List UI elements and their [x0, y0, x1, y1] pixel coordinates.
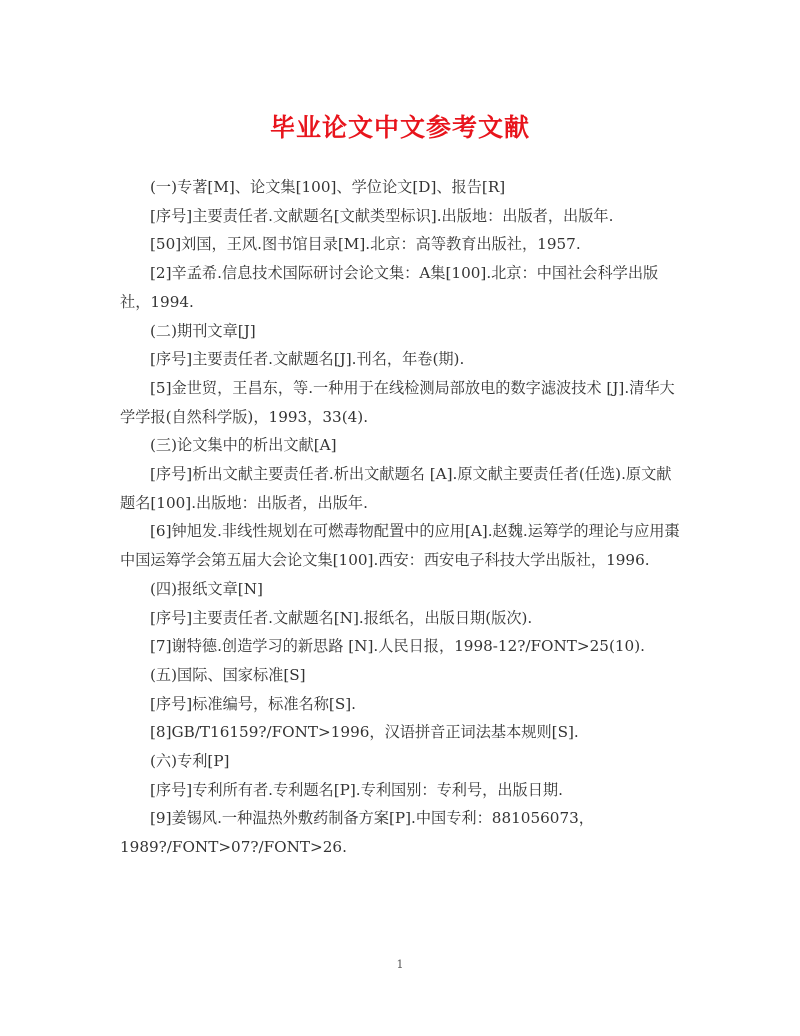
page-number: 1	[396, 958, 404, 971]
section-heading-journal: (二)期刊文章[J]	[150, 321, 256, 340]
format-template: [序号]主要责任者.文献题名[J].刊名，年卷(期).	[150, 350, 465, 369]
reference-entry: [50]刘国，王风.图书馆目录[M].北京：高等教育出版社，1957.	[150, 235, 581, 254]
format-template: [序号]标准编号，标准名称[S].	[150, 694, 356, 713]
reference-entry: [9]姜锡风.一种温热外敷药制备方案[P].中国专利：881056073，1989?/FONT>07?/FONT>26.	[120, 809, 594, 857]
section-heading-analytic: (三)论文集中的析出文献[A]	[150, 436, 337, 455]
reference-entry: [5]金世贸，王昌东，等.一种用于在线检测局部放电的数字滤波技术 [J].清华大学学报(自然科学版)，1993，33(4).	[120, 378, 675, 426]
section-heading-standard: (五)国际、国家标准[S]	[150, 665, 306, 684]
format-template: [序号]析出文献主要责任者.析出文献题名 [A].原文献主要责任者(任选).原文献题名[100].出版地：出版者，出版年.	[120, 465, 672, 512]
document-body	[120, 173, 680, 862]
format-template: [序号]主要责任者.文献题名[文献类型标识].出版地：出版者，出版年.	[150, 206, 614, 225]
section-heading-newspaper: (四)报纸文章[N]	[150, 579, 263, 598]
page-title: 毕业论文中文参考文献	[269, 113, 530, 142]
format-template: [序号]主要责任者.文献题名[N].报纸名，出版日期(版次).	[150, 608, 533, 627]
section-heading-monograph: (一)专著[M]、论文集[100]、学位论文[D]、报告[R]	[150, 178, 506, 196]
reference-entry: [2]辛孟希.信息技术国际研讨会论文集：A集[100].北京：中国社会科学出版社，1994.	[120, 264, 659, 311]
section-heading-patent: (六)专利[P]	[150, 752, 230, 771]
reference-entry: [6]钟旭发.非线性规划在可燃毒物配置中的应用[A].赵魏.运筹学的理论与应用棗中国运筹学会第五届大会论文集[100].西安：西安电子科技大学出版社，1996.	[120, 522, 680, 570]
reference-entry: [7]谢特德.创造学习的新思路 [N].人民日报，1998-12?/FONT>25(10).	[150, 637, 645, 656]
reference-entry: [8]GB/T16159?/FONT>1996，汉语拼音正词法基本规则[S].	[150, 723, 579, 742]
format-template: [序号]专利所有者.专利题名[P].专利国别：专利号，出版日期.	[150, 780, 563, 799]
